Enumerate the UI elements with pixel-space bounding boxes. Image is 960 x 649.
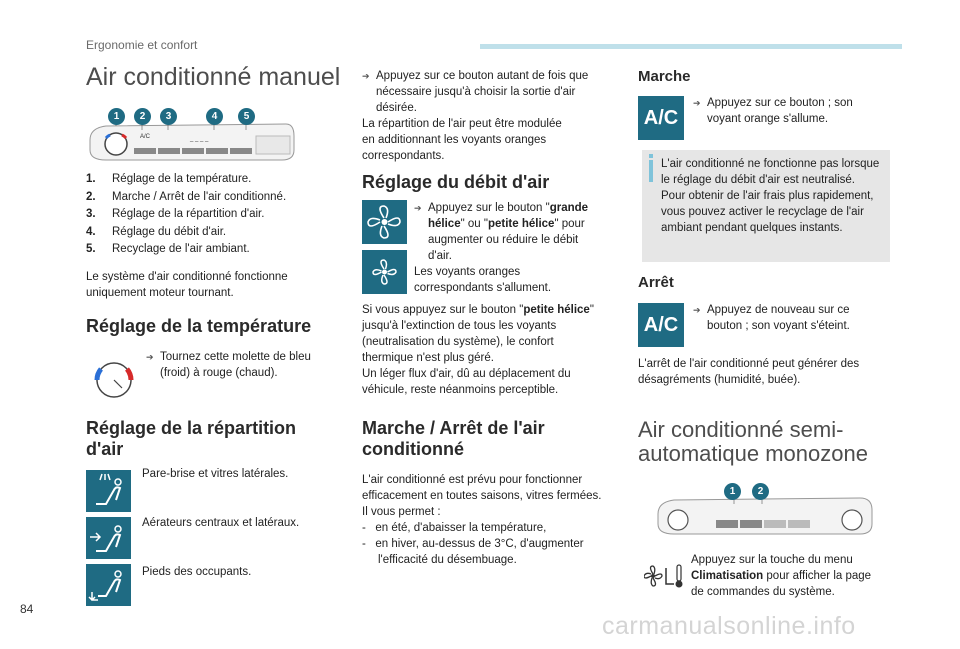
list-item: 3. Réglage de la répartition d'air. (86, 208, 265, 220)
arret-note: L'arrêt de l'air conditionné peut générer des désagréments (humidité, buée). (638, 358, 860, 386)
watermark: carmanualsonline.info (602, 612, 856, 640)
panel-badge-5: 5 (238, 108, 255, 125)
svg-text:A/C: A/C (140, 134, 151, 140)
ac-button-icon: A/C (638, 96, 684, 140)
temperature-instruction: ➔ Tournez cette molette de bleu (froid) à rouge (chaud). (146, 351, 311, 379)
airflow-heading: Réglage du débit d'air (362, 172, 550, 192)
distribution-item-2: Aérateurs centraux et latéraux. (142, 517, 300, 529)
feet-airflow-icon (86, 564, 131, 606)
header-bar (480, 44, 902, 49)
bullet-icon: ➔ (362, 71, 370, 81)
bullet-icon: ➔ (146, 352, 154, 362)
small-fan-icon (362, 250, 407, 294)
panel2-badge-2: 2 (752, 483, 769, 500)
temperature-heading: Réglage de la température (86, 316, 312, 336)
info-note: L'air conditionné ne fonctionne pas lorsque le réglage du débit d'air est neutralisé. Pour obtenir de l'air frais plus rapidement, vous pouvez activer le recyclage de l'air ambiant pendant quelques instants. (642, 150, 890, 262)
list-item: 2. Marche / Arrêt de l'air conditionné. (86, 190, 287, 203)
arret-heading: Arrêt (638, 274, 674, 291)
panel2-badge-1: 1 (724, 483, 741, 500)
page-number: 84 (20, 602, 34, 616)
onoff-heading: Marche / Arrêt de l'air conditionné (362, 418, 545, 459)
info-icon (649, 154, 653, 158)
bullet-icon: ➔ (693, 305, 701, 315)
onoff-description: L'air conditionné est prévu pour fonctionner efficacement en toutes saisons, vitres fermées. Il vous permet : - en été, d'abaisser la température, - en hiver, au-dessus de 3°C, d'augmenter l'efficacité du désembuage. (362, 474, 602, 566)
small-fan-note: Si vous appuyez sur le bouton "petite hélice" jusqu'à l'extinction de tous les voyants (neutralisation du système), le confort thermique n'est plus géré. Un léger flux d'air, dû au déplacement du véhicule, reste néanmoins perceptible. (362, 304, 594, 396)
distribution-heading: Réglage de la répartition d'air (86, 418, 297, 459)
list-item: 1. Réglage de la température. (86, 173, 252, 185)
panel-badge-3: 3 (160, 108, 177, 125)
menu-instruction: Appuyez sur la touche du menu Climatisation pour afficher la page de commandes du système. (691, 554, 872, 598)
face-airflow-icon (86, 517, 131, 559)
distribution-item-3: Pieds des occupants. (142, 566, 252, 578)
temperature-knob-icon (88, 358, 140, 402)
bullet-icon: ➔ (693, 98, 701, 108)
page-title: Air conditionné manuel (86, 63, 341, 91)
climatisation-menu-icon (644, 562, 684, 590)
section-header: Ergonomie et confort (86, 38, 198, 52)
panel-badge-1: 1 (108, 108, 125, 125)
distribution-instruction: ➔ Appuyez sur ce bouton autant de fois que nécessaire jusqu'à choisir la sortie d'air désirée. La répartition de l'air peut être modulée en additionnant les voyants oranges correspondants. (362, 70, 589, 162)
airflow-instruction: ➔ Appuyez sur le bouton "grande hélice" ou "petite hélice" pour augmenter ou réduire le débit d'air. Les voyants oranges correspondants s'allument. (414, 202, 589, 294)
panel-badge-4: 4 (206, 108, 223, 125)
windscreen-airflow-icon (86, 470, 131, 512)
engine-note: Le système d'air conditionné fonctionne uniquement moteur tournant. (86, 271, 288, 299)
svg-text:_ _ _ _: _ _ _ _ (190, 136, 209, 142)
bullet-icon: ➔ (414, 203, 422, 213)
distribution-item-1: Pare-brise et vitres latérales. (142, 468, 289, 480)
panel-badge-2: 2 (134, 108, 151, 125)
ac-button-icon: A/C (638, 303, 684, 347)
marche-heading: Marche (638, 68, 691, 85)
semi-auto-title: Air conditionné semi- automatique monozone (638, 417, 868, 467)
arret-instruction: ➔ Appuyez de nouveau sur ce bouton ; son voyant s'éteint. (693, 304, 850, 332)
numbered-list (86, 171, 346, 259)
marche-instruction: ➔ Appuyez sur ce bouton ; son voyant orange s'allume. (693, 97, 853, 125)
large-fan-icon (362, 200, 407, 244)
list-item: 4. Réglage du débit d'air. (86, 225, 227, 238)
list-item: 5. Recyclage de l'air ambiant. (86, 243, 250, 255)
